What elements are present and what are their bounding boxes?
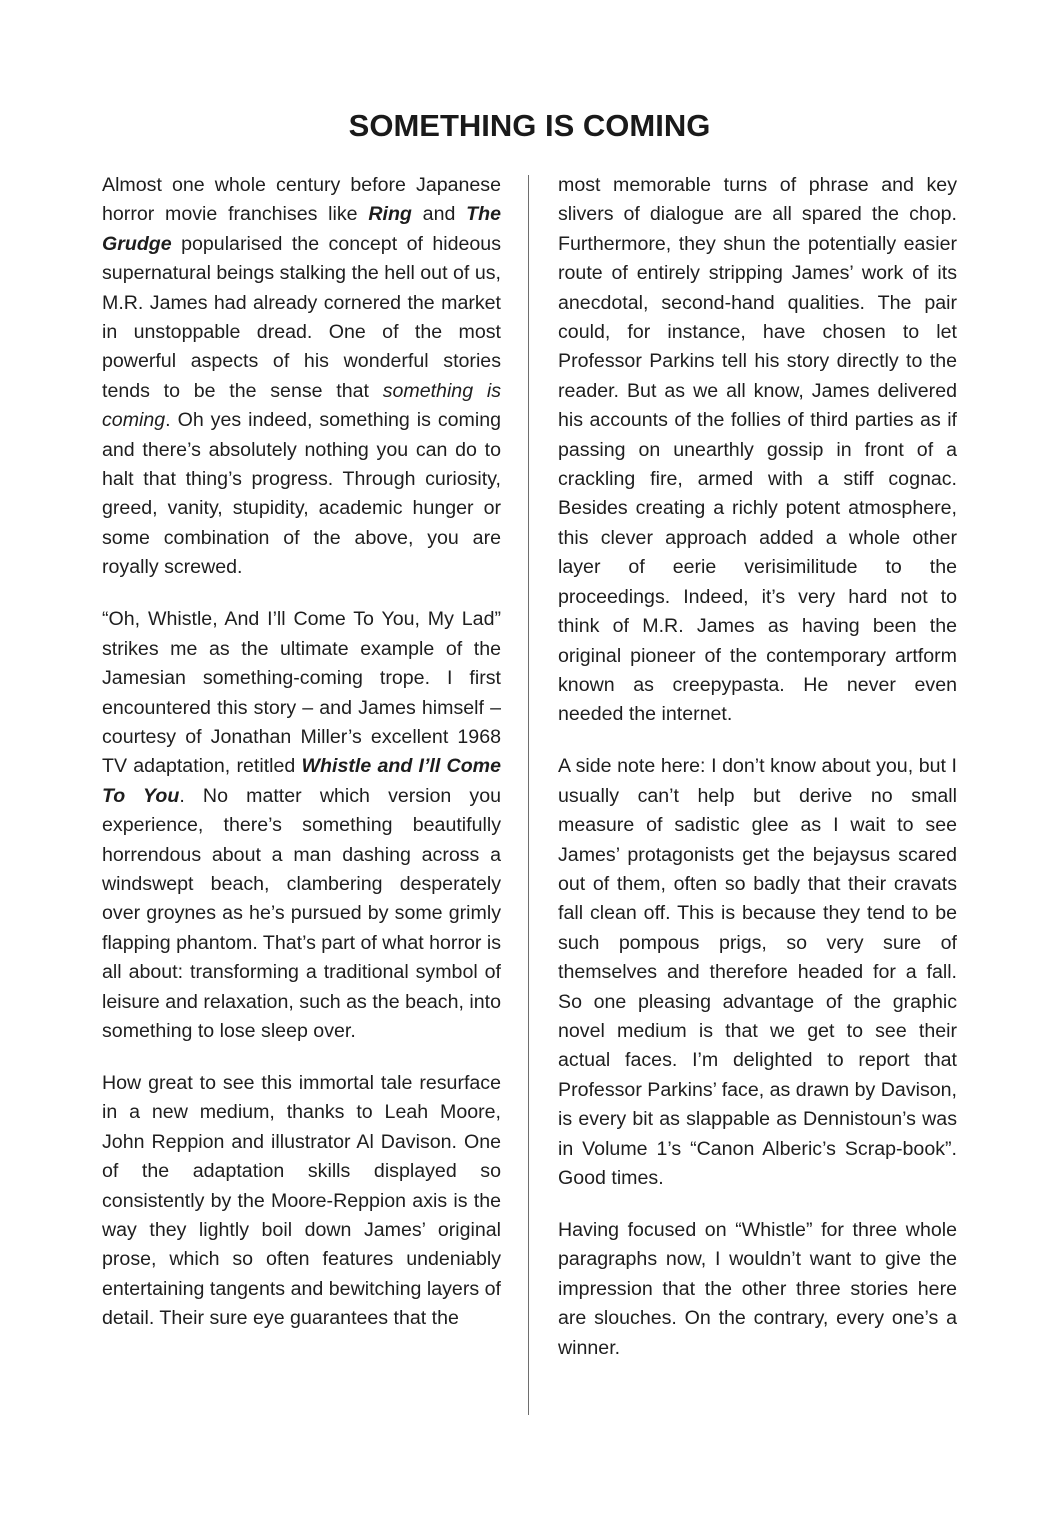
page-title: SOMETHING IS COMING <box>348 108 711 143</box>
paragraph <box>558 171 957 730</box>
text-run: Almost one whole century before Japanese horror movie franchises like <box>102 174 501 226</box>
paragraph <box>102 1069 501 1334</box>
bold-italic-text-run: Ring <box>368 203 412 226</box>
left-column <box>102 171 501 1334</box>
text-run: and <box>411 203 467 226</box>
text-run: popularised the concept of hideous supernatural beings stalking the hell out of us, M.R. James had already cornered the market in unstoppable dread. One of the most powerful aspects of his wonderful stories tends to be the sense that <box>102 232 501 402</box>
paragraph <box>102 605 501 1046</box>
text-run: How great to see this immortal tale resurface in a new medium, thanks to Leah Moore, John Reppion and illustrator Al Davison. One of the adaptation skills displayed so consistently by the Moore-Reppion axis is the way they lightly boil down James’ original prose, which so often features undeniably entertaining tangents and bewitching layers of detail. Their sure eye guarantees that the <box>102 1071 501 1330</box>
text-run: . No matter which version you experience, there’s something beautifully horrendous about a man dashing across a windswept beach, clambering desperately over groynes as he’s pursued by some grimly flapping phantom. That’s part of what horror is all about: transforming a traditional symbol of leisure and relaxation, such as the beach, into something to lose sleep over. <box>102 784 501 1042</box>
text-run: . Oh yes indeed, something is coming and there’s absolutely nothing you can do to halt that thing’s progress. Through curiosity, greed, vanity, stupidity, academic hunger or some combination of the above, you are royally screwed. <box>102 409 501 579</box>
right-column <box>558 171 957 1363</box>
paragraph <box>558 1216 957 1363</box>
bold-italic-text-run: Whistle and I’ll Come To You <box>102 755 501 807</box>
text-run: Having focused on “Whistle” for three whole paragraphs now, I wouldn’t want to give the impression that the other three stories here are slouches. On the contrary, every one’s a winner. <box>558 1219 957 1359</box>
text-run: “Oh, Whistle, And I’ll Come To You, My Lad” strikes me as the ultimate example of the Jamesian something-coming trope. I first encountered this story – and James himself – courtesy of Jonathan Miller’s excellent 1968 TV adaptation, retitled <box>102 608 501 778</box>
paragraph <box>102 171 501 583</box>
italic-text-run: something is coming <box>102 379 501 432</box>
text-run: A side note here: I don’t know about you, but I usually can’t help but derive no small measure of sadistic glee as I wait to see James’ protagonists get the bejaysus scared out of them, often so badly that their cravats fall clean off. This is because they tend to be such pompous prigs, so very sure of themselves and therefore headed for a fall. So one pleasing advantage of the graphic novel medium is that we get to see their actual faces. I’m delighted to report that Professor Parkins’ face, as drawn by Davison, is every bit as slappable as Dennistoun’s was in Volume 1’s “Canon Alberic’s Scrap-book”. Good times. <box>558 755 957 1189</box>
paragraph <box>558 752 957 1193</box>
bold-italic-text-run: The Grudge <box>102 203 501 255</box>
column-divider <box>528 175 529 1415</box>
text-run: most memorable turns of phrase and key slivers of dialogue are all spared the chop. Furthermore, they shun the potentially easier route of entirely stripping James’ work of its anecdotal, second-hand qualities. The pair could, for instance, have chosen to let Professor Parkins tell his story directly to the reader. But as we all know, James delivered his accounts of the follies of third parties as if passing on unearthly gossip in front of a crackling fire, armed with a stiff cognac. Besides creating a richly potent atmosphere, this clever approach added a whole other layer of eerie verisimilitude to the proceedings. Indeed, it’s very hard not to think of M.R. James as having been the original pioneer of the contemporary artform known as creepypasta. He never even needed the internet. <box>558 174 957 726</box>
